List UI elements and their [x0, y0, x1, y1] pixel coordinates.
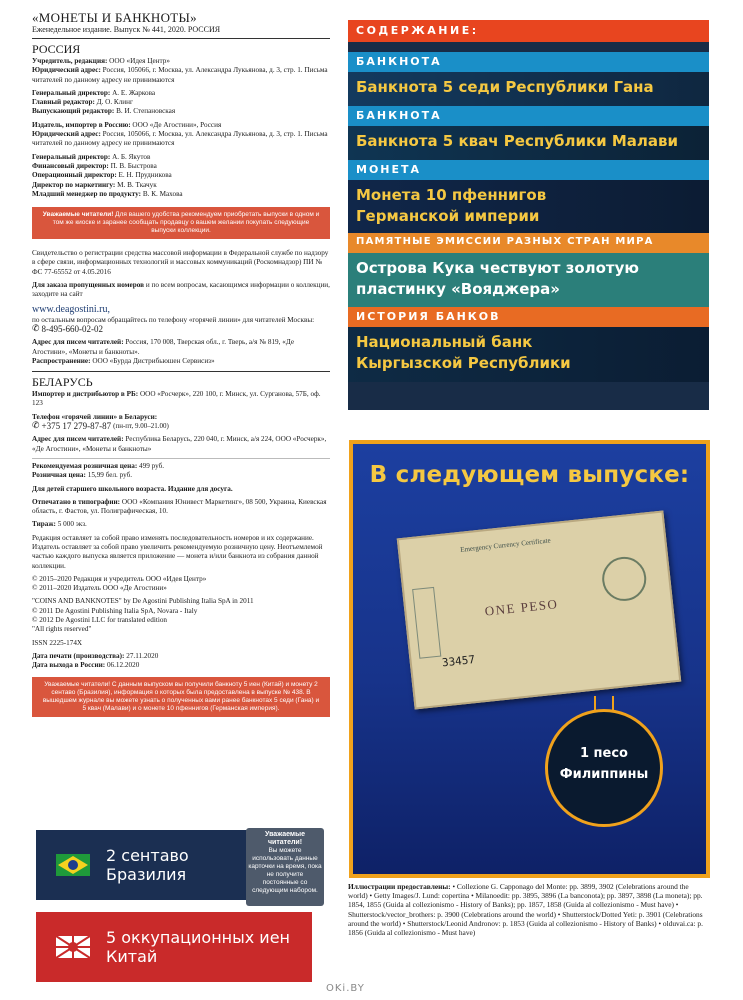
- next-item-line2: Филиппины: [559, 767, 649, 782]
- phone-icon: ✆: [32, 421, 40, 432]
- credits-text: • Collezione G. Capponago del Monte: pp. 3899, 3902 (Celebrations around the world) • Getty Images/J. Lund: copertina • Milanoedit: pp. 3895, 3896 (La banconota); pp. 3897, 3898 (La moneta); pp. 1854, 1855 (Guida al collezionismo - History of Banks); pp. 1857, 1858 (Guida al collezionismo - Must have) • Shutterstock/vector_brothers: p. 3900 (Celebrations around the world) • Shutterstock/Dotted Yeti: p. 3901 (Celebrations around the world) • Shutterstock/Leonid Andronov: p. 1853 (Guida al collezionismo - History of Banks) • olduvai.ca: p. 1856 (Guida al collezionismo - Must have): [348, 882, 703, 938]
- table-of-contents: [348, 20, 709, 410]
- date-line: Дата выхода в России: 06.12.2020: [32, 661, 140, 670]
- next-item-callout: [545, 709, 663, 827]
- dates-block: [32, 652, 330, 671]
- price-line: Рекомендуемая розничная цена: 499 руб.: [32, 461, 165, 470]
- issue-line: Еженедельное издание. Выпуск № 441, 2020. РОССИЯ: [32, 25, 330, 39]
- imprint-line: Юридический адрес: Россия, 105066, г. Москва, ул. Александра Лукьянова, д. 3, стр. 1. Письма читателей по данному адресу не принимаются: [32, 130, 328, 148]
- imprint-line: Младший менеджер по продукту: В. К. Махова: [32, 189, 183, 198]
- prices-block: [32, 458, 330, 481]
- rising-sun-flag-icon: [56, 936, 90, 958]
- banknote-header: Emergency Currency Certificate: [459, 536, 552, 554]
- phone-belarus: +375 17 279-87-87: [41, 421, 112, 432]
- toc-item-malawi[interactable]: Банкнота 5 квач Республики Малави: [348, 126, 709, 160]
- imprint-line: Распространение: ООО «Бурда Дистрибьюшен Сервисиз»: [32, 356, 215, 365]
- date-line: Дата печати (производства): 27.11.2020: [32, 651, 159, 660]
- toc-item-pfennig[interactable]: [348, 180, 709, 233]
- imprint-line: Финансовый директор: П. В. Быстрова: [32, 161, 157, 170]
- toc-item-line: Национальный банк: [356, 333, 533, 351]
- russia-management-block: [32, 153, 330, 199]
- card-line: Китай: [106, 947, 158, 966]
- imprint-line: Адрес для писем читателей: Россия, 170 008, Тверская обл., г. Тверь, а/я № 819, «Де Агостини», «Монеты и банкноты».: [32, 338, 295, 356]
- toc-category: БАНКНОТА: [348, 52, 709, 72]
- imprint-line: Генеральный директор: А. Е. Жаркова: [32, 88, 156, 97]
- price-line: Розничная цена: 15,99 бел. руб.: [32, 471, 133, 480]
- copyright-line: © 2011–2020 Издатель ООО «Де Агостини»: [32, 584, 167, 593]
- imprint-line: Операционный директор: Е. Н. Прудникова: [32, 171, 172, 180]
- belarus-letters: Адрес для писем читателей: Республика Беларусь, 220 040, г. Минск, а/я 224, ООО «Росчерк», «Де Агостини», «Монеты и банкноты»: [32, 435, 327, 453]
- registration-text: Свидетельство о регистрации средства массовой информации в Федеральной службе по надзору в сфере связи, информационных технологий и массовых коммуникаций (Роскомнадзор) ПИ № ФС 77-65552 от 4.05.2016: [32, 249, 329, 276]
- belarus-heading: БЕЛАРУСЬ: [32, 371, 330, 389]
- next-issue-panel: [349, 440, 710, 878]
- russia-editors-block: [32, 89, 330, 117]
- toc-item-line: Германской империи: [356, 207, 540, 225]
- illustration-credits: [348, 882, 710, 937]
- phone-belarus-row: [32, 422, 330, 431]
- copyright-line: "COINS AND BANKNOTES" by De Agostini Publishing Italia SpA in 2011: [32, 597, 254, 606]
- missed-issues-text: Для заказа пропущенных номеров и по всем вопросам, касающимся информации о коллекции, заходите на сайт: [32, 281, 330, 299]
- russia-heading: РОССИЯ: [32, 42, 81, 56]
- russia-founder-block: [32, 57, 330, 85]
- site-watermark: OKi.BY: [326, 983, 365, 994]
- magazine-title: «МОНЕТЫ И БАНКНОТЫ»: [32, 10, 197, 25]
- toc-category: МОНЕТА: [348, 160, 709, 180]
- phone-belarus-hours: (пн-пт, 9.00–21.00): [113, 422, 169, 431]
- card-brazil-label: [106, 846, 189, 884]
- banknote-serial: 33457: [441, 653, 476, 670]
- banknote-ornament: [412, 587, 441, 659]
- rights-text: Редакция оставляет за собой право изменять последовательность номеров и их содержание. Издатель оставляет за собой право увеличить рекомендуемую розничную цену. Неотъемлемой частью каждого выпуска является приложение — монета и/или банкнота из собрания данной коллекции.: [32, 533, 323, 570]
- imprint-line: Главный редактор: Д. О. Клинг: [32, 98, 133, 107]
- toc-item-line: пластинку «Вояджера»: [356, 280, 560, 298]
- next-item-line1: 1 песо: [579, 746, 628, 761]
- toc-item-ghana[interactable]: Банкнота 5 седи Республики Гана: [348, 72, 709, 106]
- toc-category: ИСТОРИЯ БАНКОВ: [348, 307, 709, 327]
- website-link[interactable]: www.deagostini.ru,: [32, 303, 110, 315]
- imprint-line: Издатель, импортер в Россию: ООО «Де Агостини», Россия: [32, 120, 222, 129]
- readers-notice-bottom: Уважаемые читатели! С данным выпуском вы получили банкноту 5 иен (Китай) и монету 2 сентаво (Бразилия), информация о которых была предоставлена в выпуске № 438. В вышедшем журнале вы можете узнать о полученных вами ранее банкнотах 5 седи (Гана) и 5 квач (Малави) и о монете 10 пфеннигов (Германская империя).: [32, 677, 330, 717]
- imprint-line: Учредитель, редакция: ООО «Идея Центр»: [32, 57, 170, 65]
- banknote-seal: [600, 555, 648, 603]
- card-line: 2 сентаво: [106, 846, 189, 865]
- hotline-text: по остальным вопросам обращайтесь по телефону «горячей линии» для читателей Москвы:: [32, 315, 315, 324]
- credits-label: Иллюстрации предоставлены:: [348, 882, 451, 891]
- toc-header: СОДЕРЖАНИЕ:: [348, 20, 709, 42]
- banknote-image: [397, 510, 682, 709]
- printing-line: Отпечатано в типографии: ООО «Компания Юнивест Маркетинг», 08 500, Украина, Киевская область, г. Фастов, ул. Полиграфическая, 10.: [32, 497, 327, 516]
- imprint-line: Юридический адрес: Россия, 105066, г. Москва, ул. Александра Лукьянова, д. 3, стр. 1. Письма читателей по данному адресу не принимаются: [32, 66, 328, 84]
- toc-category: ПАМЯТНЫЕ ЭМИССИИ РАЗНЫХ СТРАН МИРА: [348, 233, 709, 253]
- belarus-hotline-label: Телефон «горячей линии» в Беларуси:: [32, 412, 158, 421]
- copyright-line: © 2011 De Agostini Publishing Italia SpA, Novara - Italy: [32, 606, 198, 615]
- readers-notice-top: Уважаемые читатели! Для вашего удобства рекомендуем приобретать выпуски в одном и том же киоске и заранее сообщать продавцу о вашем желании покупать следующие выпуски коллекции.: [32, 207, 330, 239]
- toc-item-cook-islands[interactable]: [348, 253, 709, 307]
- next-issue-title: В следующем выпуске:: [369, 462, 690, 488]
- card-line: 5 оккупационных иен: [106, 928, 291, 947]
- phone-russia-row: [32, 325, 330, 334]
- brazil-flag-icon: [56, 854, 90, 876]
- circulation-line: Тираж: 5 000 экз.: [32, 520, 87, 529]
- imprint-line: Директор по маркетингу: М. В. Ткачук: [32, 180, 157, 189]
- cards-note: [246, 828, 324, 906]
- imprint-column: [32, 10, 330, 727]
- phone-icon: ✆: [32, 323, 40, 334]
- copyright-en: [32, 597, 330, 634]
- copyright-ru: [32, 575, 330, 594]
- cards-note-title: Уважаемые читатели!: [265, 831, 305, 846]
- card-line: Бразилия: [106, 865, 187, 884]
- toc-item-line: Острова Кука чествуют золотую: [356, 259, 639, 277]
- issn: ISSN 2225-174X: [32, 638, 83, 647]
- card-china-label: [106, 928, 290, 966]
- imprint-line: Выпускающий редактор: В. И. Степановская: [32, 107, 176, 116]
- age-line: Для детей старшего школьного возраста. Издание для досуга.: [32, 484, 233, 493]
- phone-russia: 8-495-660-02-02: [41, 323, 104, 334]
- russia-letters-block: [32, 338, 330, 366]
- copyright-line: © 2015–2020 Редакция и учредитель ООО «Идея Центр»: [32, 574, 207, 583]
- cards-note-text: Вы можете использовать данные карточки на время, пока не получите постоянные со следующим набором.: [248, 847, 322, 894]
- card-china: [36, 912, 312, 982]
- toc-item-line: Кыргызской Республики: [356, 354, 571, 372]
- copyright-line: "All rights reserved": [32, 625, 92, 634]
- banknote-value: ONE PESO: [484, 595, 559, 619]
- russia-publisher-block: [32, 121, 330, 149]
- imprint-line: Генеральный директор: А. Б. Якутов: [32, 152, 151, 161]
- toc-category: БАНКНОТА: [348, 106, 709, 126]
- belarus-importer: Импортер и дистрибьютор в РБ: ООО «Росчерк», 220 100, г. Минск, ул. Сурганова, 57Б, оф. 123: [32, 390, 321, 408]
- toc-item-kyrgyz-bank[interactable]: [348, 327, 709, 382]
- copyright-line: © 2012 De Agostini LLC for translated edition: [32, 616, 168, 625]
- toc-item-line: Монета 10 пфеннигов: [356, 186, 547, 204]
